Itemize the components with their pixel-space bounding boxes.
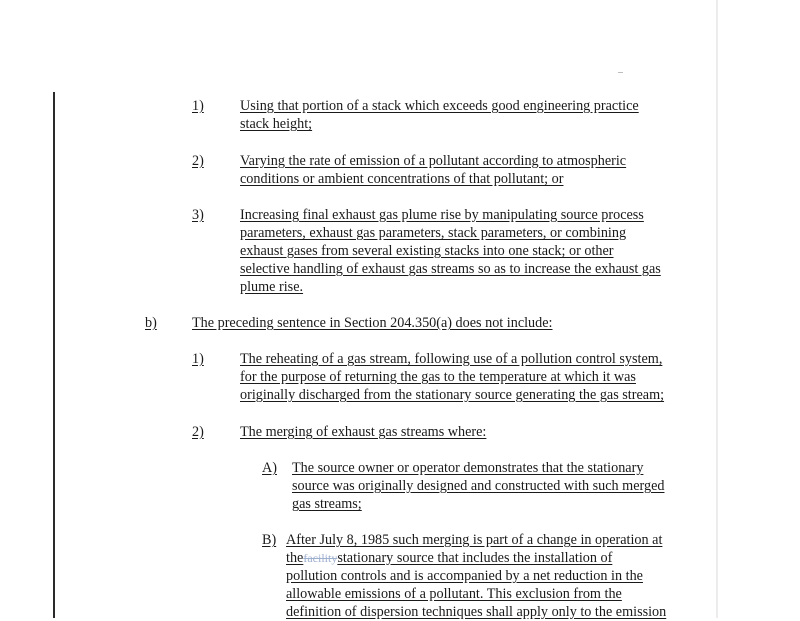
item-a3-line: parameters, exhaust gas parameters, stack parameters, or combining (240, 225, 627, 241)
item-b2b-line: definition of dispersion techniques shall apply only to the emission (286, 604, 667, 620)
item-a2-line: conditions or ambient concentrations of that pollutant; or (240, 171, 564, 187)
deleted-text: facility (303, 551, 338, 565)
item-a3-line: selective handling of exhaust gas streams so as to increase the exhaust gas (240, 261, 661, 277)
item-b1-marker: 1) (192, 351, 204, 367)
item-b2b-line: allowable emissions of a pollutant. This exclusion from the (286, 586, 622, 602)
item-b2b-line-prefix: the (286, 550, 304, 566)
item-a2-marker: 2) (192, 153, 204, 169)
item-a1-marker: 1) (192, 98, 204, 114)
left-margin-rule (53, 92, 55, 618)
item-b2a-line: source was originally designed and constructed with such merged (292, 478, 665, 494)
item-b2-marker: 2) (192, 424, 204, 440)
item-b2b-line-rest: stationary source that includes the installation of (337, 550, 613, 566)
item-b2b-line: After July 8, 1985 such merging is part of a change in operation at (286, 532, 663, 548)
section-b-marker: b) (145, 315, 157, 331)
item-b2a-marker: A) (262, 460, 277, 476)
item-a3-line: exhaust gases from several existing stacks into one stack; or other (240, 243, 614, 259)
item-b2b-line: pollution controls and is accompanied by a net reduction in the (286, 568, 643, 584)
item-b1-line: originally discharged from the stationary source generating the gas stream; (240, 387, 665, 403)
right-page-edge (716, 0, 718, 618)
item-a3-marker: 3) (192, 207, 204, 223)
item-a1-line: Using that portion of a stack which exceeds good engineering practice (240, 98, 639, 114)
item-b2b-marker: B) (262, 532, 277, 548)
item-b2a-line: gas streams; (292, 496, 362, 512)
item-a1-line: stack height; (240, 116, 313, 132)
scan-speck (618, 72, 623, 73)
item-a3-line: Increasing final exhaust gas plume rise by manipulating source process (240, 207, 644, 223)
item-b2b-amended-line (286, 549, 612, 567)
item-a2-line: Varying the rate of emission of a pollutant according to atmospheric (240, 153, 627, 169)
section-b-text: The preceding sentence in Section 204.350(a) does not include: (192, 315, 553, 331)
item-b1-line: for the purpose of returning the gas to the temperature at which it was (240, 369, 636, 385)
item-a3-line: plume rise. (240, 279, 304, 295)
item-b2-text: The merging of exhaust gas streams where: (240, 424, 487, 440)
item-b1-line: The reheating of a gas stream, following use of a pollution control system, (240, 351, 663, 367)
item-b2a-line: The source owner or operator demonstrates that the stationary (292, 460, 644, 476)
